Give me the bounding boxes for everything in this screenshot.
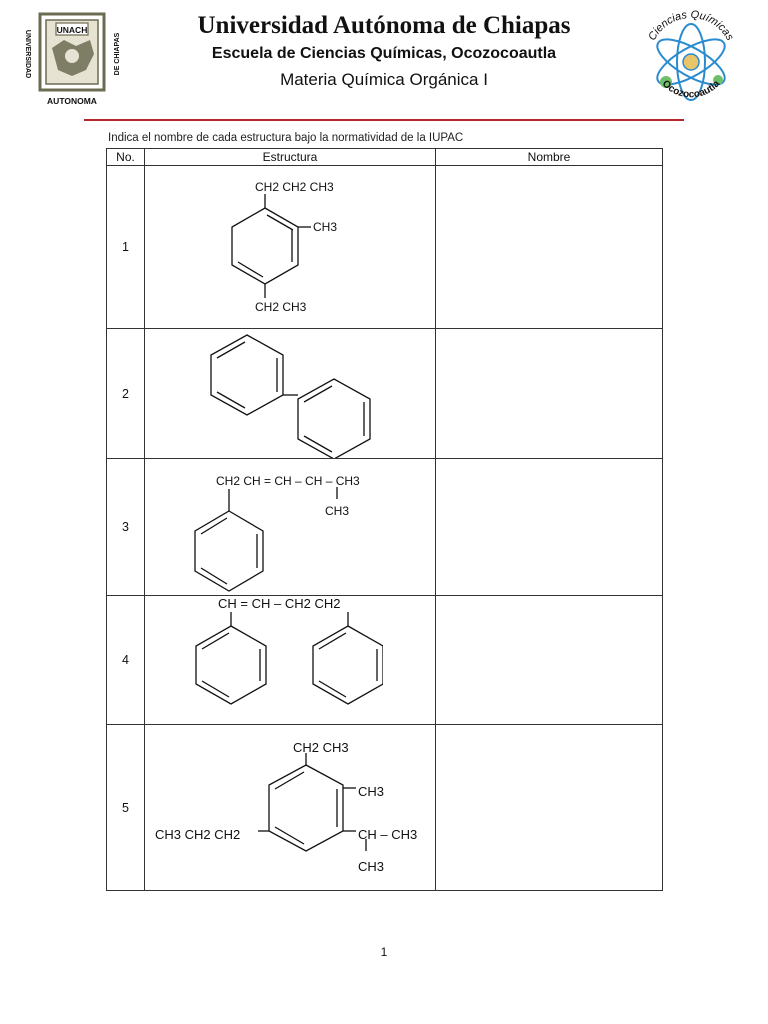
page-number: 1: [380, 945, 388, 959]
header-name: Nombre: [436, 149, 663, 166]
row-number: 3: [107, 459, 145, 596]
name-answer-cell[interactable]: [436, 329, 663, 459]
table-header-row: [107, 149, 663, 166]
course-title: Materia Química Orgánica I: [280, 70, 488, 89]
table-row: [107, 459, 663, 596]
table-row: [107, 329, 663, 459]
structure-label: CH3 CH2 CH2: [155, 827, 241, 842]
svg-text:UNIVERSIDAD: UNIVERSIDAD: [24, 29, 31, 79]
name-answer-cell[interactable]: [436, 725, 663, 891]
svg-text:UNACH: UNACH: [56, 25, 88, 35]
table-row: [107, 725, 663, 891]
exercise-table: [106, 148, 663, 891]
name-answer-cell[interactable]: [436, 596, 663, 725]
structure-label: CH3: [313, 220, 338, 234]
structure-label: CH3: [358, 859, 385, 874]
structure-1-drawing: [145, 166, 435, 328]
header-divider: [84, 119, 684, 121]
row-number: 2: [107, 329, 145, 459]
name-answer-cell[interactable]: [436, 459, 663, 596]
structure-cell: [145, 329, 436, 459]
svg-text:Ocozocoautla: Ocozocoautla: [659, 78, 723, 101]
row-number: 4: [107, 596, 145, 725]
structure-label: CH = CH – CH2 CH2: [218, 596, 341, 611]
structure-5-drawing: [145, 725, 435, 890]
instruction-text: Indica el nombre de cada estructura bajo la normatividad de la IUPAC: [108, 132, 464, 144]
structure-2-drawing: [145, 329, 435, 458]
structure-label: CH2 CH3: [293, 740, 349, 755]
svg-text:AUTONOMA: AUTONOMA: [47, 96, 97, 106]
structure-label: CH3: [358, 784, 385, 799]
header-structure: Estructura: [145, 149, 436, 166]
structure-cell: [145, 459, 436, 596]
structure-label: CH2 CH3: [255, 300, 307, 314]
university-title: Universidad Autónoma de Chiapas: [197, 12, 571, 39]
structure-4-drawing: [145, 596, 435, 724]
structure-cell: [145, 596, 436, 725]
svg-text:DE CHIAPAS: DE CHIAPAS: [114, 32, 121, 76]
structure-label: CH3: [325, 504, 350, 518]
row-number: 5: [107, 725, 145, 891]
name-answer-cell[interactable]: [436, 166, 663, 329]
structure-cell: [145, 166, 436, 329]
table-row: [107, 596, 663, 725]
table-row: [107, 166, 663, 329]
structure-3-drawing: [145, 459, 435, 595]
row-number: 1: [107, 166, 145, 329]
svg-text:Ciencias Químicas: Ciencias Químicas: [646, 8, 736, 43]
school-subtitle: Escuela de Ciencias Químicas, Ocozocoautla: [211, 45, 557, 62]
header-no: No.: [107, 149, 145, 166]
structure-label: CH – CH3: [358, 827, 418, 842]
structure-cell: [145, 725, 436, 891]
structure-label: CH2 CH2 CH3: [255, 180, 334, 194]
structure-label: CH2 CH = CH – CH – CH3: [216, 474, 360, 488]
